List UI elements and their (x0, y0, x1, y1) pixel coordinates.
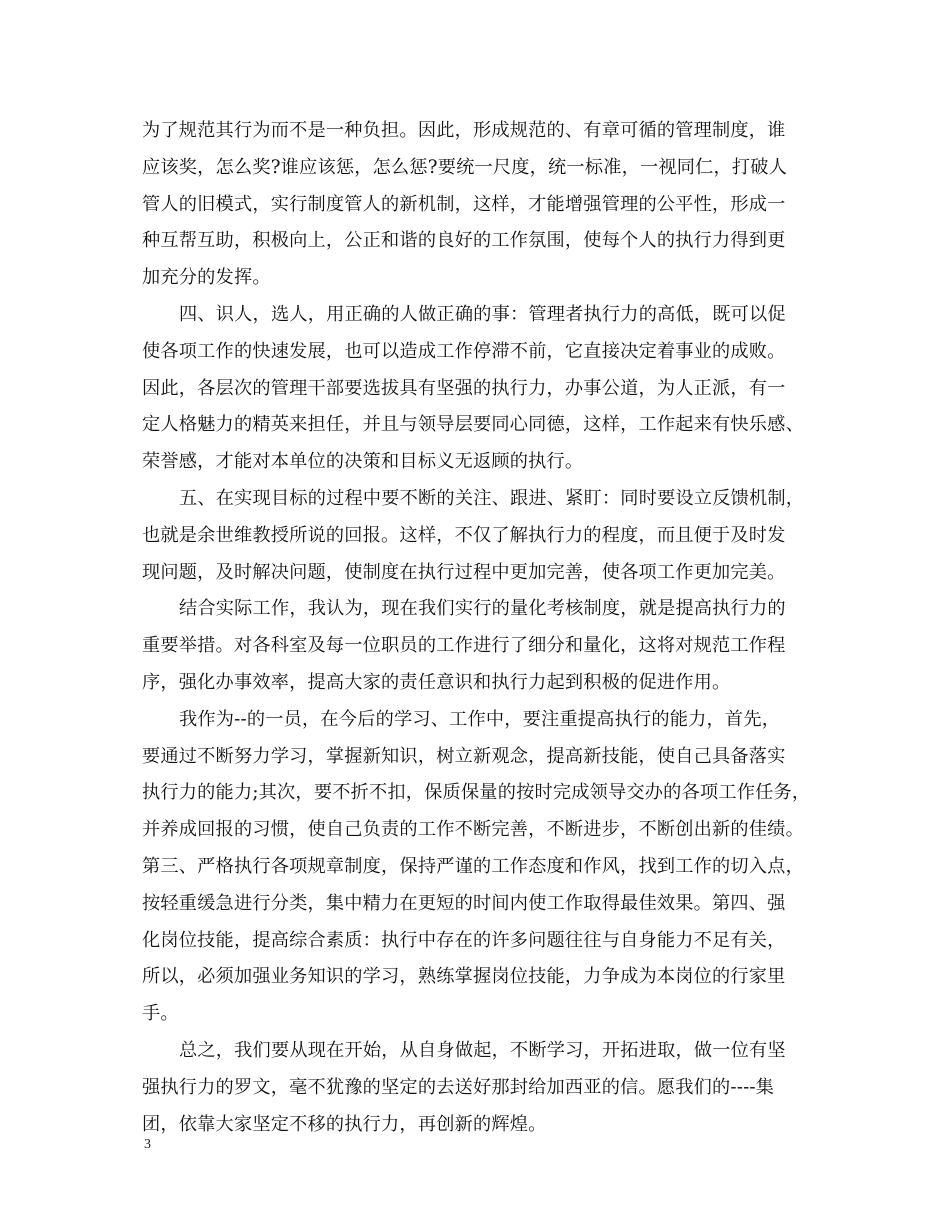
text-line: 并养成回报的习惯，使自己负责的工作不断完善，不断进步，不断创出新的佳绩。 (142, 819, 804, 841)
text-line: 使各项工作的快速发展，也可以造成工作停滞不前，它直接决定着事业的成败。 (142, 340, 786, 362)
text-line: 定人格魅力的精英来担任，并且与领导层要同心同德，这样，工作起来有快乐感、 (142, 414, 804, 436)
text-line: 管人的旧模式，实行制度管人的新机制，这样，才能增强管理的公平性，形成一 (142, 193, 786, 215)
text-line: 种互帮互助，积极向上，公正和谐的良好的工作氛围，使每个人的执行力得到更 (142, 230, 786, 252)
text-line: 重要举措。对各科室及每一位职员的工作进行了细分和量化，这将对规范工作程 (142, 635, 786, 657)
page-number: 3 (144, 1137, 151, 1152)
text-line: 手。 (142, 1003, 179, 1025)
text-line: 加充分的发挥。 (142, 267, 271, 289)
paragraph-first-line: 总之，我们要从现在开始，从自身做起，不断学习，开拓进取，做一位有坚 (179, 1039, 786, 1061)
text-line: 化岗位技能，提高综合素质：执行中存在的许多问题往往与自身能力不足有关， (142, 929, 786, 951)
text-line: 执行力的能力;其次，要不折不扣，保质保量的按时完成领导交办的各项工作任务， (142, 782, 811, 804)
text-line: 荣誉感，才能对本单位的决策和目标义无返顾的执行。 (142, 451, 584, 473)
paragraph-first-line: 结合实际工作，我认为，现在我们实行的量化考核制度，就是提高执行力的 (179, 598, 786, 620)
paragraph-first-line: 五、在实现目标的过程中要不断的关注、跟进、紧盯：同时要设立反馈机制， (179, 487, 805, 509)
text-line: 所以，必须加强业务知识的学习，熟练掌握岗位技能，力争成为本岗位的行家里 (142, 966, 786, 988)
document-body (142, 113, 822, 1143)
text-line: 按轻重缓急进行分类，集中精力在更短的时间内使工作取得最佳效果。第四、强 (142, 892, 786, 914)
text-line: 团，依靠大家坚定不移的执行力，再创新的辉煌。 (142, 1113, 547, 1135)
text-line: 也就是余世维教授所说的回报。这样，不仅了解执行力的程度，而且便于及时发 (142, 524, 786, 546)
text-line: 序，强化办事效率，提高大家的责任意识和执行力起到积极的促进作用。 (142, 671, 731, 693)
text-line: 现问题，及时解决问题，使制度在执行过程中更加完善，使各项工作更加完美。 (142, 561, 786, 583)
text-line: 要通过不断努力学习，掌握新知识，树立新观念，提高新技能，使自己具备落实 (142, 745, 786, 767)
text-line: 强执行力的罗文，毫不犹豫的坚定的去送好那封给加西亚的信。愿我们的----集 (142, 1076, 775, 1098)
text-line: 应该奖，怎么奖?谁应该惩，怎么惩?要统一尺度，统一标准，一视同仁，打破人 (142, 156, 788, 178)
paragraph-first-line: 四、识人，选人，用正确的人做正确的事：管理者执行力的高低，既可以促 (179, 303, 786, 325)
text-line: 第三、严格执行各项规章制度，保持严谨的工作态度和作风，找到工作的切入点， (142, 855, 804, 877)
paragraph-first-line: 我作为--的一员，在今后的学习、工作中，要注重提高执行的能力，首先， (179, 708, 781, 730)
text-line: 为了规范其行为而不是一种负担。因此，形成规范的、有章可循的管理制度，谁 (142, 120, 786, 141)
text-line: 因此，各层次的管理干部要选拔具有坚强的执行力，办事公道，为人正派，有一 (142, 377, 786, 399)
